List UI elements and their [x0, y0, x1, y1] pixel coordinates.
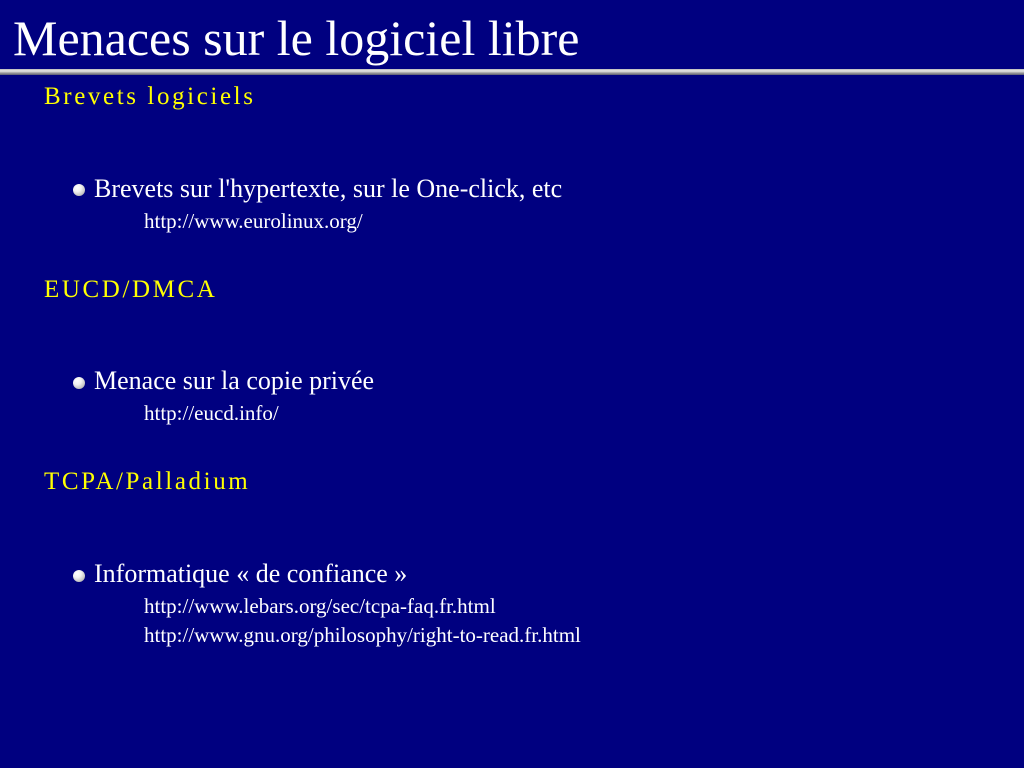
section-heading-eucd: EUCD/DMCA [44, 276, 218, 303]
section-heading-tcpa: TCPA/Palladium [44, 468, 251, 495]
link-eurolinux: http://www.eurolinux.org/ [144, 209, 363, 233]
link-lebars-tcpa-faq: http://www.lebars.org/sec/tcpa-faq.fr.html [144, 594, 496, 618]
bullet-item-tcpa: Informatique « de confiance » [94, 559, 408, 588]
bullet-icon [73, 184, 85, 196]
bullet-icon [73, 570, 85, 582]
bullet-item-eucd: Menace sur la copie privée [94, 366, 375, 395]
link-gnu-right-to-read: http://www.gnu.org/philosophy/right-to-read.fr.html [144, 623, 581, 647]
bullet-item-brevets: Brevets sur l'hypertexte, sur le One-click, etc [94, 174, 563, 203]
link-eucd: http://eucd.info/ [144, 401, 279, 425]
section-heading-brevets: Brevets logiciels [44, 83, 256, 110]
slide-title: Menaces sur le logiciel libre [13, 10, 580, 66]
bullet-icon [73, 377, 85, 389]
title-divider [0, 69, 1024, 75]
